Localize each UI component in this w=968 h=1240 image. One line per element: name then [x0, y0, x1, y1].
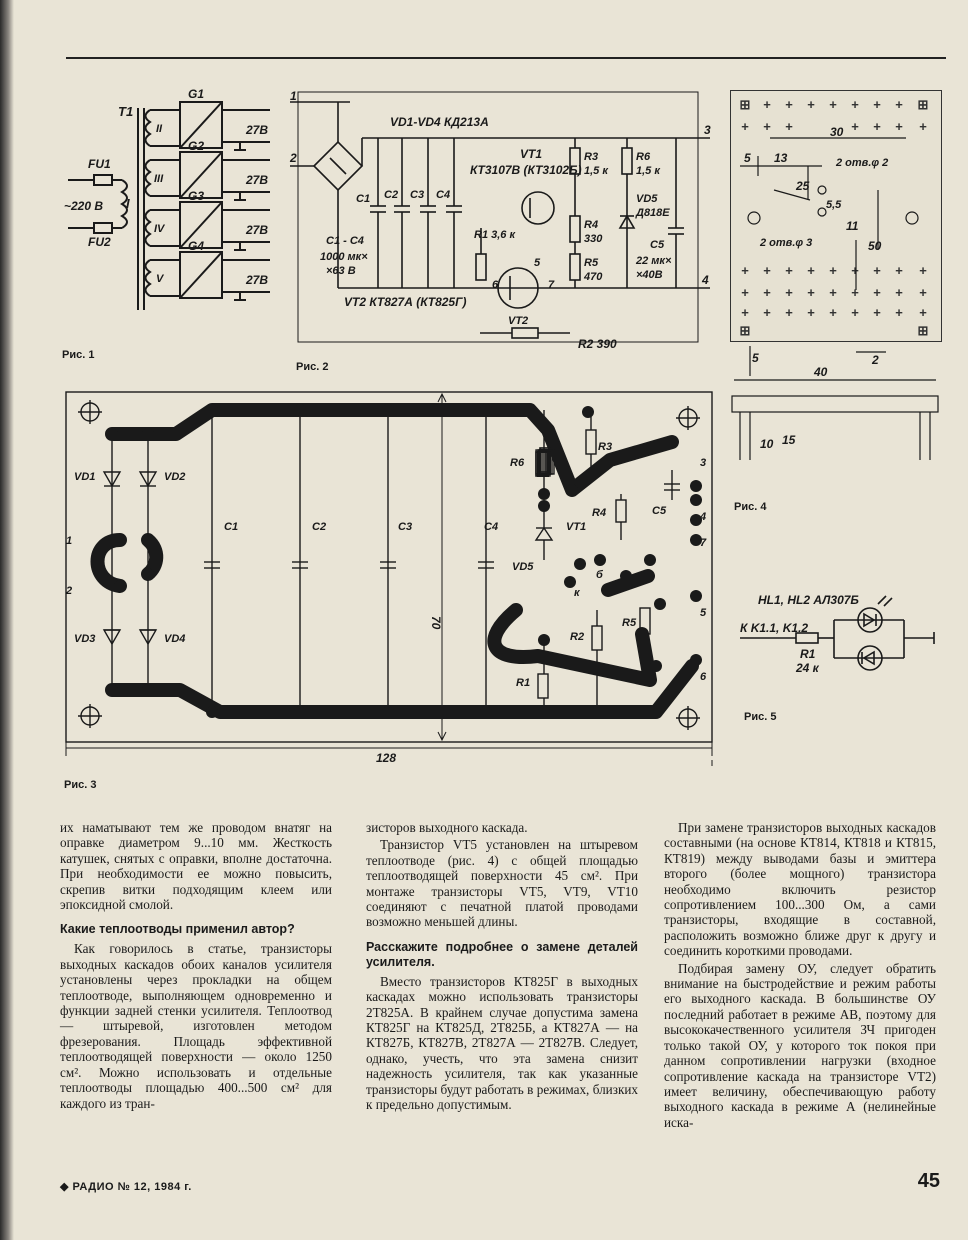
fig2-label-r4: R4 [584, 219, 599, 231]
fig3-label-r2: R2 [570, 631, 585, 643]
fig3-label-vd1: VD1 [74, 471, 96, 483]
fig3-label-b: б [596, 569, 603, 581]
paragraph: их наматывают тем же проводом внатяг на оправке диаметром 9...10 мм. Жесткость катушек, снятых с оправки, вполне достаточна. При необходимости ее можно повысить, скрепив витки подходящим клеем или эпоксидной смолой. [60, 820, 332, 913]
fig4-dim-2: 2 [872, 353, 879, 367]
fig4-dim-30: 30 [830, 125, 844, 139]
fig2-label-r5: R5 [584, 257, 599, 269]
fig4-dim-50: 50 [868, 239, 882, 253]
fig3-pad-5: 5 [700, 607, 707, 619]
fig3-label-vd2: VD2 [164, 471, 186, 483]
fig2-label-c1-c4-value: 1000 мк× [320, 251, 368, 263]
paragraph: Как говорилось в статье, транзисторы выходных каскадов обоих каналов усилителя установлены через прокладки на общем теплоотводе, выполняющем одновременно и функции задней стенки усилителя. Теплоотвод — штыревой, изготовлен методом фрезерования. Площадь эффективной теплоотводящей поверхности — около 1250 см². Можно использовать и отдельные теплоотводы площадью 400...500 см² для каждого из тран- [60, 941, 332, 1111]
fig3-pad-6: 6 [700, 671, 707, 683]
fig3-label-r1: R1 [516, 677, 531, 689]
fig1-label-fu1: FU1 [88, 157, 111, 171]
fig1-label-v2: 27В [246, 173, 269, 187]
fig3-label-c3: C3 [398, 521, 413, 533]
fig4-dim-5-5: 5,5 [826, 199, 842, 211]
fig3-label-r4: R4 [592, 507, 607, 519]
paragraph: При замене транзисторов выходных каскадов составными (на основе КТ814, КТ818 и КТ815, КТ819) между выводами базы и эмиттера второго (более мощного) транзистора необходимо включить резистор сопротивлением 100...300 Ом, а сами транзисторы, входящие в составной, расположить возможно ближе друг к другу и соединить короткими проводами. [664, 820, 936, 959]
fig1-label-mains: ~220 В [64, 199, 104, 213]
fig4-caption: Рис. 4 [734, 501, 767, 513]
fig1-label-winding-4: IV [154, 223, 165, 235]
fig2-label-vt1: VT1 [520, 147, 543, 161]
fig3-label-r5: R5 [622, 617, 637, 629]
scan-edge-shadow [0, 0, 14, 1240]
figure-2 [290, 88, 720, 378]
fig2-label-r3-value: 1,5 к [584, 165, 608, 177]
fig3-dim-width: 128 [376, 751, 397, 765]
fig2-label-vt2: VT2 КТ827А (КТ825Г) [344, 295, 467, 309]
fig1-label-g3: G3 [188, 189, 205, 203]
fig1-label-t1: T1 [118, 104, 134, 119]
fig2-label-c5-voltage: ×40В [636, 269, 663, 281]
fig3-pad-2: 2 [66, 585, 73, 597]
fig3-caption: Рис. 3 [64, 779, 97, 791]
paragraph: зисторов выходного каскада. [366, 820, 528, 835]
fig2-label-vt2-symbol: VT2 [508, 315, 529, 327]
fig3-label-k: к [574, 587, 580, 599]
fig4-holes-3mm: 2 отв.φ 3 [760, 237, 813, 249]
fig2-label-vd: VD1-VD4 КД213А [390, 115, 489, 129]
paragraph: Транзистор VT5 установлен на штыревом теплоотводе (рис. 4) с общей площадью теплоотводящей поверхности 45 см². При монтаже транзисторы VT5, VT9, VT10 соединяют с печатной платой проводами возможно меньшей длины. [366, 837, 638, 930]
fig4-dim-11: 11 [846, 219, 859, 233]
fig2-label-vt1-type: КТ3107В (КТ3102Б) [470, 163, 582, 177]
paragraph: Подбирая замену ОУ, следует обратить внимание на быстродействие и режим работы его выходного каскада. В большинстве ОУ последний работает в режиме АВ, поэтому для высококачественного усилителя ЗЧ пригоден только такой ОУ, у которого ток покоя при данном сопротивлении нагрузки (входное сопротивление каскада на транзисторе VT2) имеет величину, обеспечивающую работу выходного каскада в режиме А (нелинейные иска- [664, 960, 936, 1130]
fig2-label-c1: C1 [356, 193, 371, 205]
fig1-label-winding-2: II [156, 123, 163, 135]
fig5-label-r1: R1 [800, 647, 816, 661]
fig2-label-r6-value: 1,5 к [636, 165, 660, 177]
fig2-label-r3: R3 [584, 151, 599, 163]
fig2-label-r4-value: 330 [584, 233, 603, 245]
fig2-terminal-1: 1 [290, 89, 297, 103]
fig4-holes-2mm: 2 отв.φ 2 [836, 157, 889, 169]
fig3-label-vd5: VD5 [512, 561, 534, 573]
figure-1 [60, 88, 290, 378]
figure-4-dimensions [730, 90, 960, 513]
fig1-label-winding-5: V [156, 273, 164, 285]
fig3-label-r3: R3 [598, 441, 613, 453]
fig4-dim-5-bottom: 5 [752, 351, 759, 365]
fig2-label-c5: C5 [650, 239, 665, 251]
fig4-dim-15: 15 [782, 433, 796, 447]
fig3-label-c1: C1 [224, 521, 239, 533]
fig2-label-c5-value: 22 мк× [636, 255, 672, 267]
fig1-caption: Рис. 1 [62, 349, 95, 361]
fig1-label-v3: 27В [246, 223, 269, 237]
fig2-label-c1-c4: C1 - C4 [326, 235, 364, 247]
fig3-label-c5: C5 [652, 505, 667, 517]
question-heading: Расскажите подробнее о замене деталей усилителя. [366, 939, 638, 969]
fig3-label-c4: C4 [484, 521, 499, 533]
fig2-pin-6: 6 [492, 279, 499, 291]
fig2-label-c1-c4-voltage: ×63 В [326, 265, 356, 277]
fig5-label-contacts: К K1.1, K1.2 [740, 621, 809, 635]
fig3-pad-7: 7 [700, 537, 707, 549]
fig2-pin-5: 5 [534, 257, 541, 269]
top-rule [66, 57, 946, 59]
figure-3 [60, 390, 720, 800]
fig3-label-vd4: VD4 [164, 633, 186, 645]
fig4-dim-40: 40 [814, 365, 828, 379]
fig1-label-winding-3: III [154, 173, 164, 185]
fig2-label-r1: R1 3,6 к [474, 229, 516, 241]
fig3-label-r6: R6 [510, 457, 525, 469]
fig5-label-leds: HL1, HL2 АЛ307Б [758, 593, 859, 607]
fig1-label-g1: G1 [188, 87, 205, 101]
figure-4: ⊞ ⊞ ⊞ ⊞ + + + + + + + + + + + + + + + + + + + + + + + + + + + + + + + + + + + + + + + + + [730, 90, 942, 342]
page-number: 45 [917, 1170, 940, 1192]
fig1-label-v1: 27В [246, 123, 269, 137]
fig2-caption: Рис. 2 [296, 361, 329, 373]
fig2-label-vd5: VD5 [636, 193, 658, 205]
fig3-pad-4: 4 [700, 511, 707, 523]
fig2-pin-7: 7 [548, 279, 555, 291]
text-column-1 [60, 820, 332, 1113]
fig1-label-v4: 27В [246, 273, 269, 287]
fig4-dim-25: 25 [796, 179, 810, 193]
fig3-label-c2: C2 [312, 521, 327, 533]
fig1-label-g4: G4 [188, 239, 205, 253]
paragraph: Вместо транзисторов КТ825Г в выходных каскадах можно использовать транзисторы 2Т825А. В крайнем случае допустима замена КТ825Г на КТ825Д, 2Т825Б, а КТ827А — на КТ827Б, КТ827В, 2Т827А — 2Т827В. Следует, однако, учесть, что эта замена снизит надежность усилителя, так как указанные транзисторы будут работать в режимах, близких к предельно допустимым. [366, 973, 638, 1113]
fig2-terminal-4: 4 [702, 273, 709, 287]
fig2-label-r6: R6 [636, 151, 651, 163]
fig3-pad-1: 1 [66, 535, 73, 547]
fig4-dim-10: 10 [760, 437, 774, 451]
fig3-label-vt1: VT1 [566, 521, 587, 533]
text-column-2 [366, 820, 638, 1115]
fig2-label-vd5-type: Д818Е [636, 207, 670, 219]
fig2-label-c2: C2 [384, 189, 399, 201]
question-heading: Какие теплоотводы применил автор? [60, 922, 295, 937]
fig1-label-g2: G2 [188, 139, 205, 153]
fig2-terminal-2: 2 [290, 151, 297, 165]
fig2-label-r2: R2 390 [578, 337, 617, 351]
journal-footer: ◆ РАДИО № 12, 1984 г. [60, 1181, 192, 1193]
fig3-dim-height: 70 [429, 616, 443, 630]
fig2-label-c3: C3 [410, 189, 425, 201]
fig2-label-c4: C4 [436, 189, 451, 201]
text-column-3 [664, 820, 936, 1132]
fig3-pad-3: 3 [700, 457, 707, 469]
fig2-terminal-3: 3 [704, 123, 711, 137]
fig3-label-vd3: VD3 [74, 633, 96, 645]
fig4-dim-5-top: 5 [744, 151, 751, 165]
fig2-label-r5-value: 470 [584, 271, 603, 283]
figure-5 [738, 590, 958, 730]
fig1-label-fu2: FU2 [88, 235, 111, 249]
fig5-label-r1-value: 24 к [796, 661, 819, 675]
fig5-caption: Рис. 5 [744, 711, 777, 723]
fig4-dim-13: 13 [774, 151, 788, 165]
fig1-label-primary: I [126, 196, 130, 211]
